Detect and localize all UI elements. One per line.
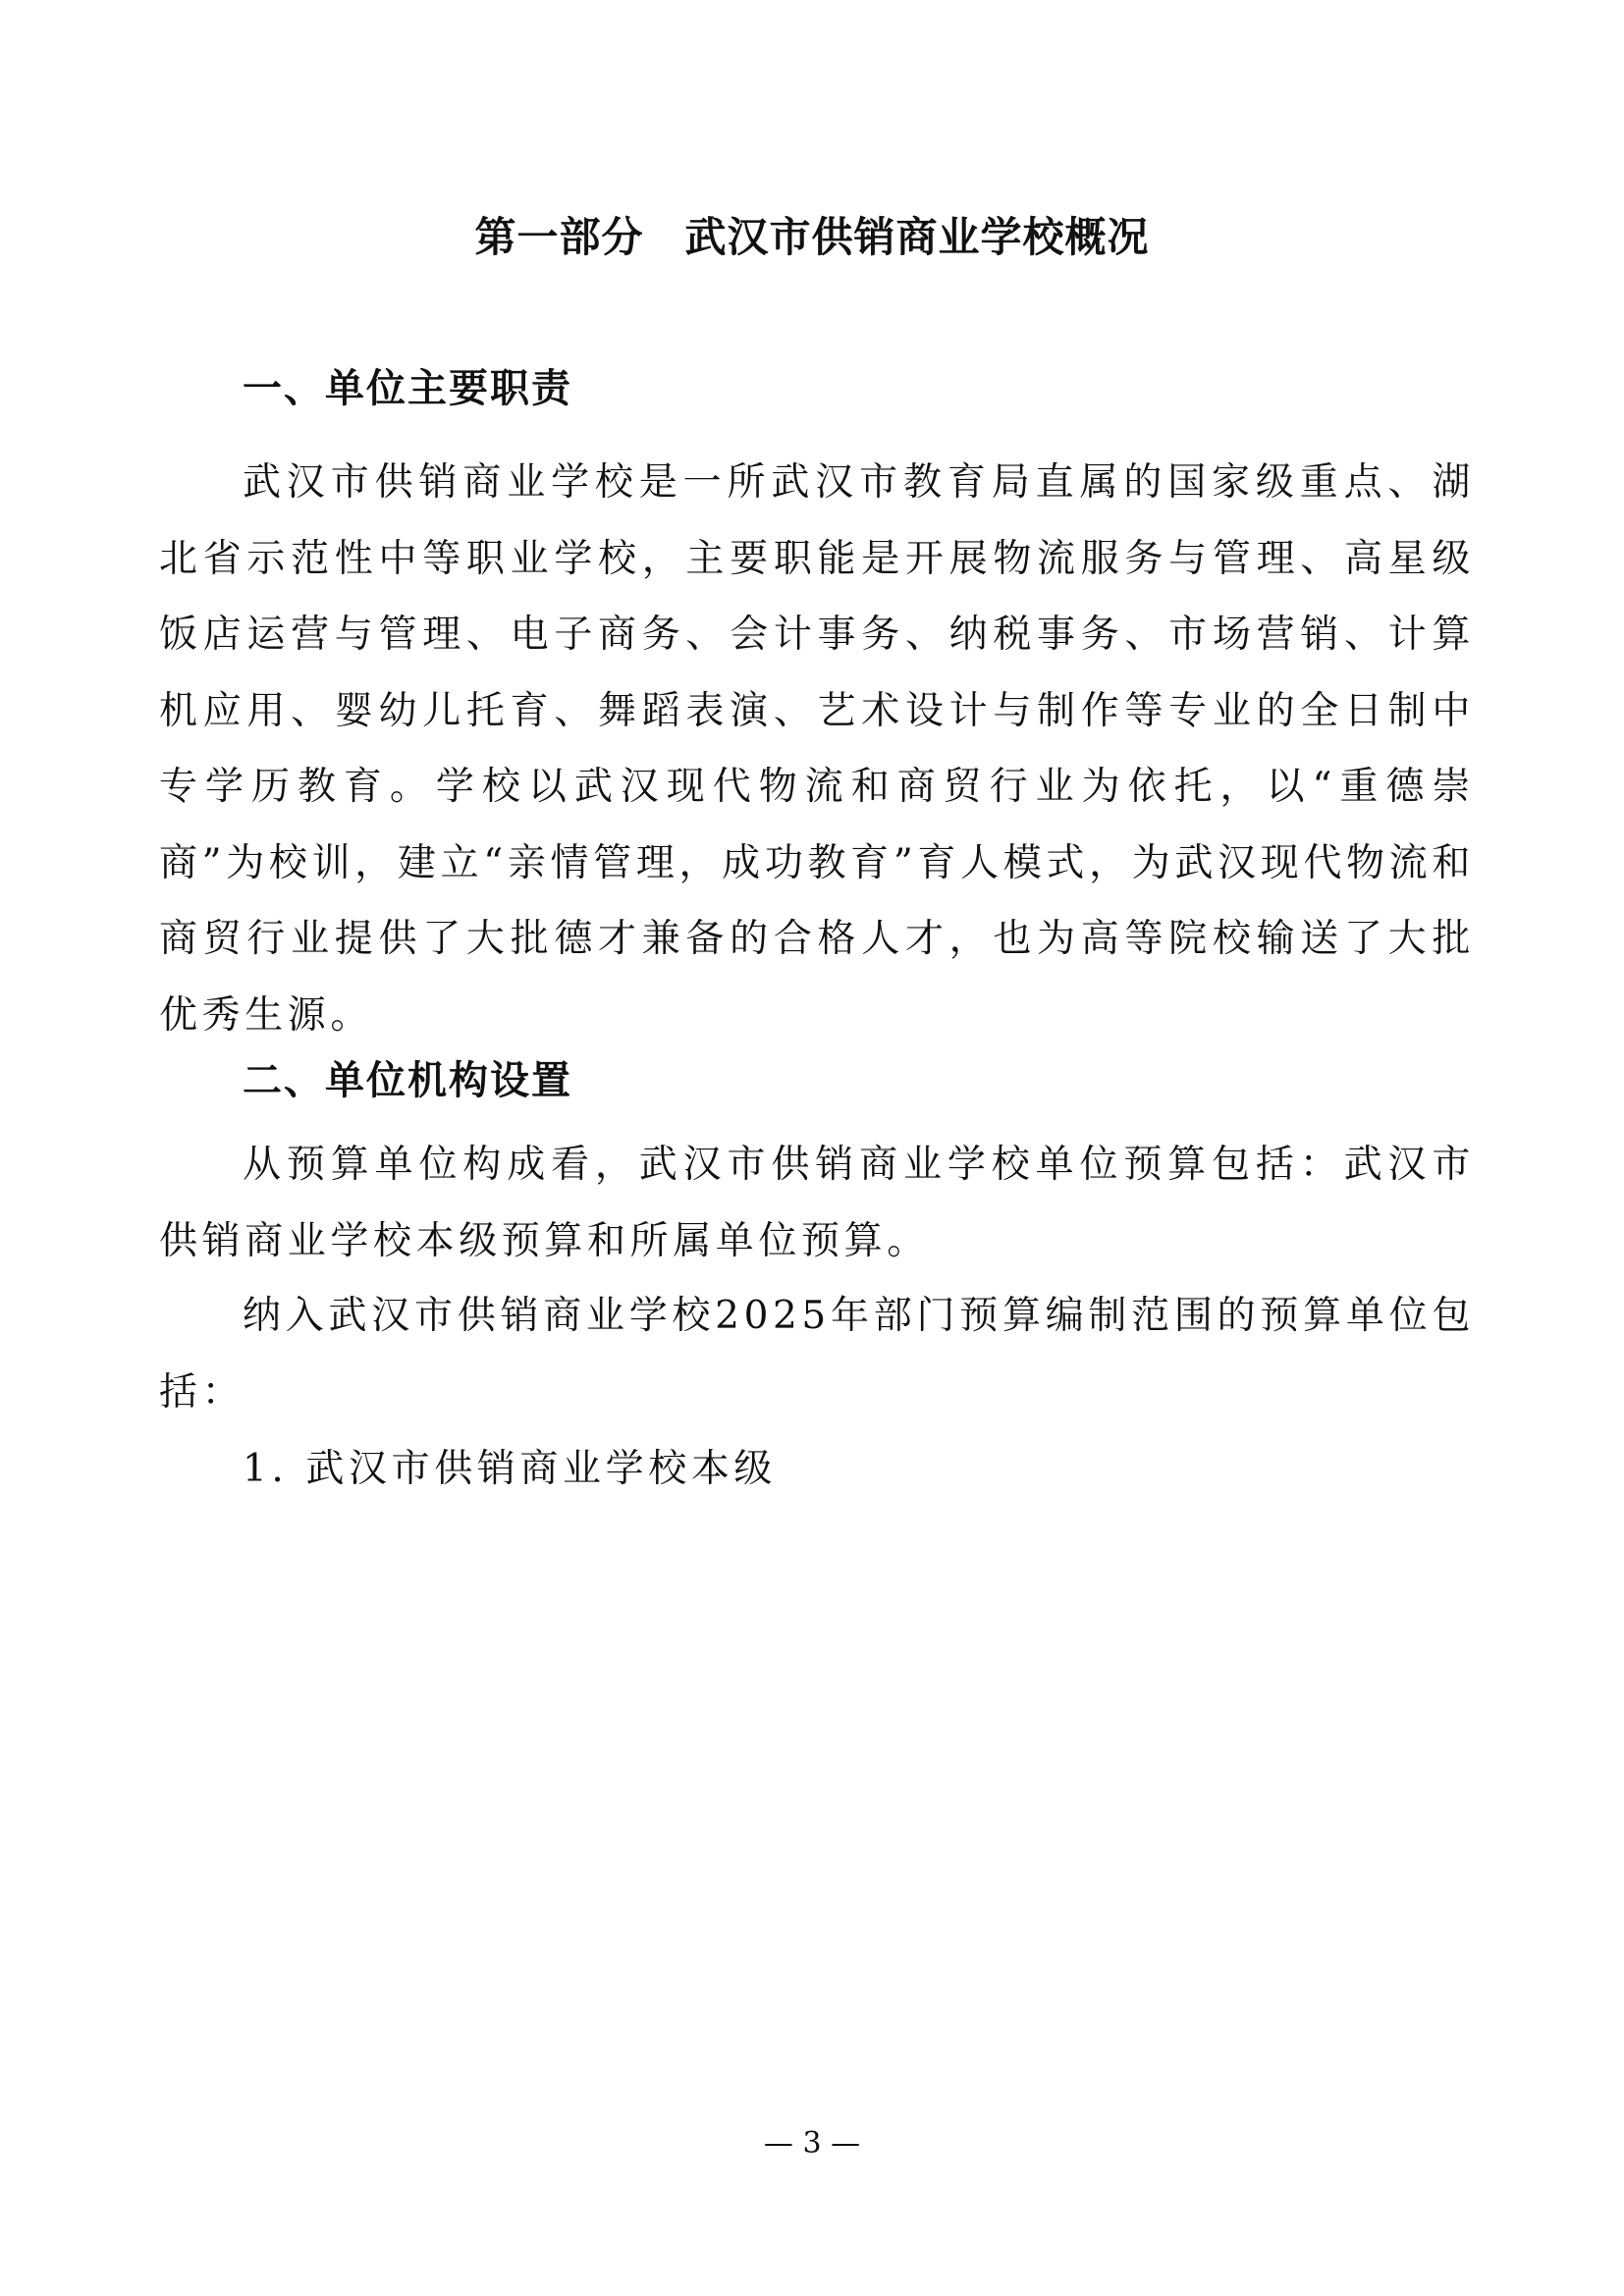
section-heading-duties: 一、单位主要职责 (243, 366, 572, 411)
title-text: 武汉市供销商业学校概况 (684, 213, 1150, 261)
list-item-number: 1. (243, 1447, 289, 1491)
paragraph-duties: 武汉市供销商业学校是一所武汉市教育局直属的国家级重点、湖北省示范性中等职业学校，主要职能是开展物流服务与管理、高星级饭店运营与管理、电子商务、会计事务、纳税事务、市场营销、计算机应用、婴幼儿托育、舞蹈表演、艺术设计与制作等专业的全日制中专学历教育。学校以武汉现代物流和商贸行业为依托，以“重德崇商”为校训，建立“亲情管理，成功教育”育人模式，为武汉现代物流和商贸行业提供了大批德才兼备的合格人才，也为高等院校输送了大批优秀生源。 (159, 460, 1475, 1038)
page-title (0, 208, 1624, 267)
paragraph-structure-scope: 纳入武汉市供销商业学校2025年部门预算编制范围的预算单位包括： (159, 1294, 1475, 1415)
paragraph-structure-composition: 从预算单位构成看，武汉市供销商业学校单位预算包括：武汉市供销商业学校本级预算和所属单位预算。 (159, 1143, 1475, 1263)
page-number: — 3 — (763, 2126, 861, 2161)
title-part: 第一部分 (474, 213, 644, 261)
list-item-text: 武汉市供销商业学校本级 (305, 1447, 778, 1491)
section-heading-structure: 二、单位机构设置 (243, 1058, 572, 1103)
list-item (243, 1442, 777, 1497)
